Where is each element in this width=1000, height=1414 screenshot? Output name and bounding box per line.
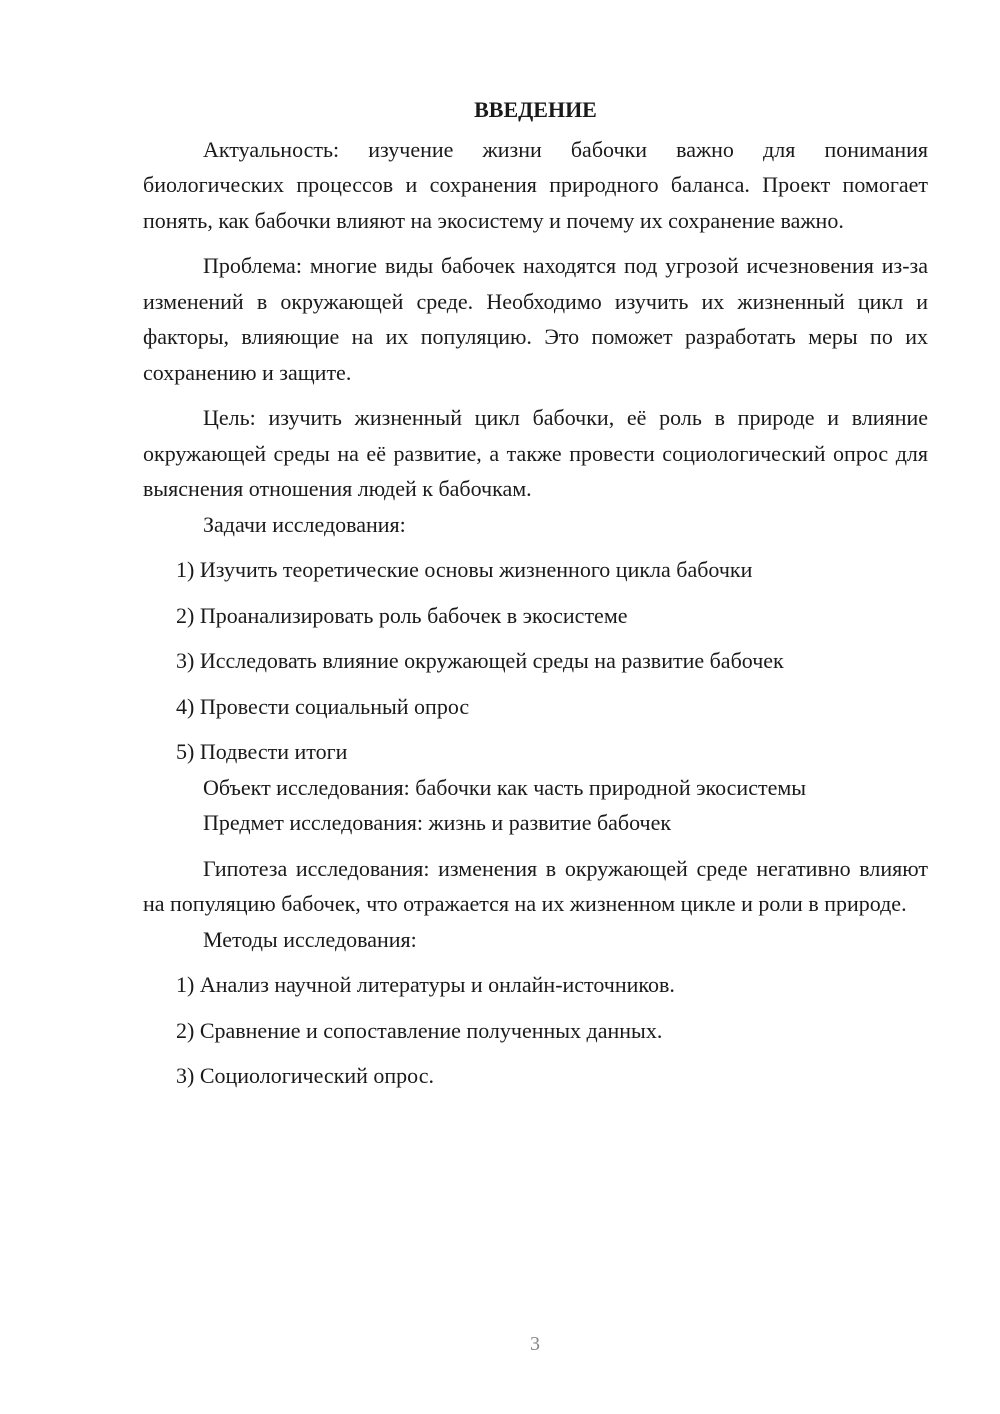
list-item: 4) Провести социальный опрос <box>176 693 470 719</box>
list-item: 2) Сравнение и сопоставление полученных данных. <box>176 1017 663 1043</box>
hypothesis-paragraph: Гипотеза исследования: изменения в окружающей среде негативно влияют на популяцию бабочек, что отражается на их жизненном цикле и роли в природе. <box>143 855 928 916</box>
tasks-heading: Задачи исследования: <box>203 511 406 537</box>
research-object: Объект исследования: бабочки как часть природной экосистемы <box>203 774 807 800</box>
methods-heading: Методы исследования: <box>203 926 417 952</box>
goal-paragraph: Цель: изучить жизненный цикл бабочки, её роль в природе и влияние окружающей среды на её развитие, а также провести социологический опрос для выяснения отношения людей к бабочкам. <box>143 405 928 501</box>
research-subject: Предмет исследования: жизнь и развитие бабочек <box>203 810 672 835</box>
list-item: 1) Изучить теоретические основы жизненного цикла бабочки <box>176 557 753 582</box>
methods-list <box>143 967 928 1094</box>
list-item: 3) Социологический опрос. <box>176 1063 434 1088</box>
list-item: 2) Проанализировать роль бабочек в экосистеме <box>176 602 628 628</box>
page-title: ВВЕДЕНИЕ <box>474 97 597 122</box>
tasks-list <box>143 552 928 770</box>
relevance-paragraph: Актуальность: изучение жизни бабочки важно для понимания биологических процессов и сохранения природного баланса. Проект помогает понять, как бабочки влияют на экосистему и почему их сохранение важно. <box>143 136 928 233</box>
list-item: 1) Анализ научной литературы и онлайн-источников. <box>176 972 675 997</box>
problem-paragraph: Проблема: многие виды бабочек находятся под угрозой исчезновения из-за изменений в окружающей среде. Необходимо изучить их жизненный цикл и факторы, влияющие на их популяцию. Это поможет разработать меры по их сохранению и защите. <box>143 253 928 385</box>
page-number: 3 <box>530 1333 540 1355</box>
list-item: 3) Исследовать влияние окружающей среды на развитие бабочек <box>176 648 784 673</box>
list-item: 5) Подвести итоги <box>176 739 348 764</box>
document-page <box>143 92 928 1094</box>
